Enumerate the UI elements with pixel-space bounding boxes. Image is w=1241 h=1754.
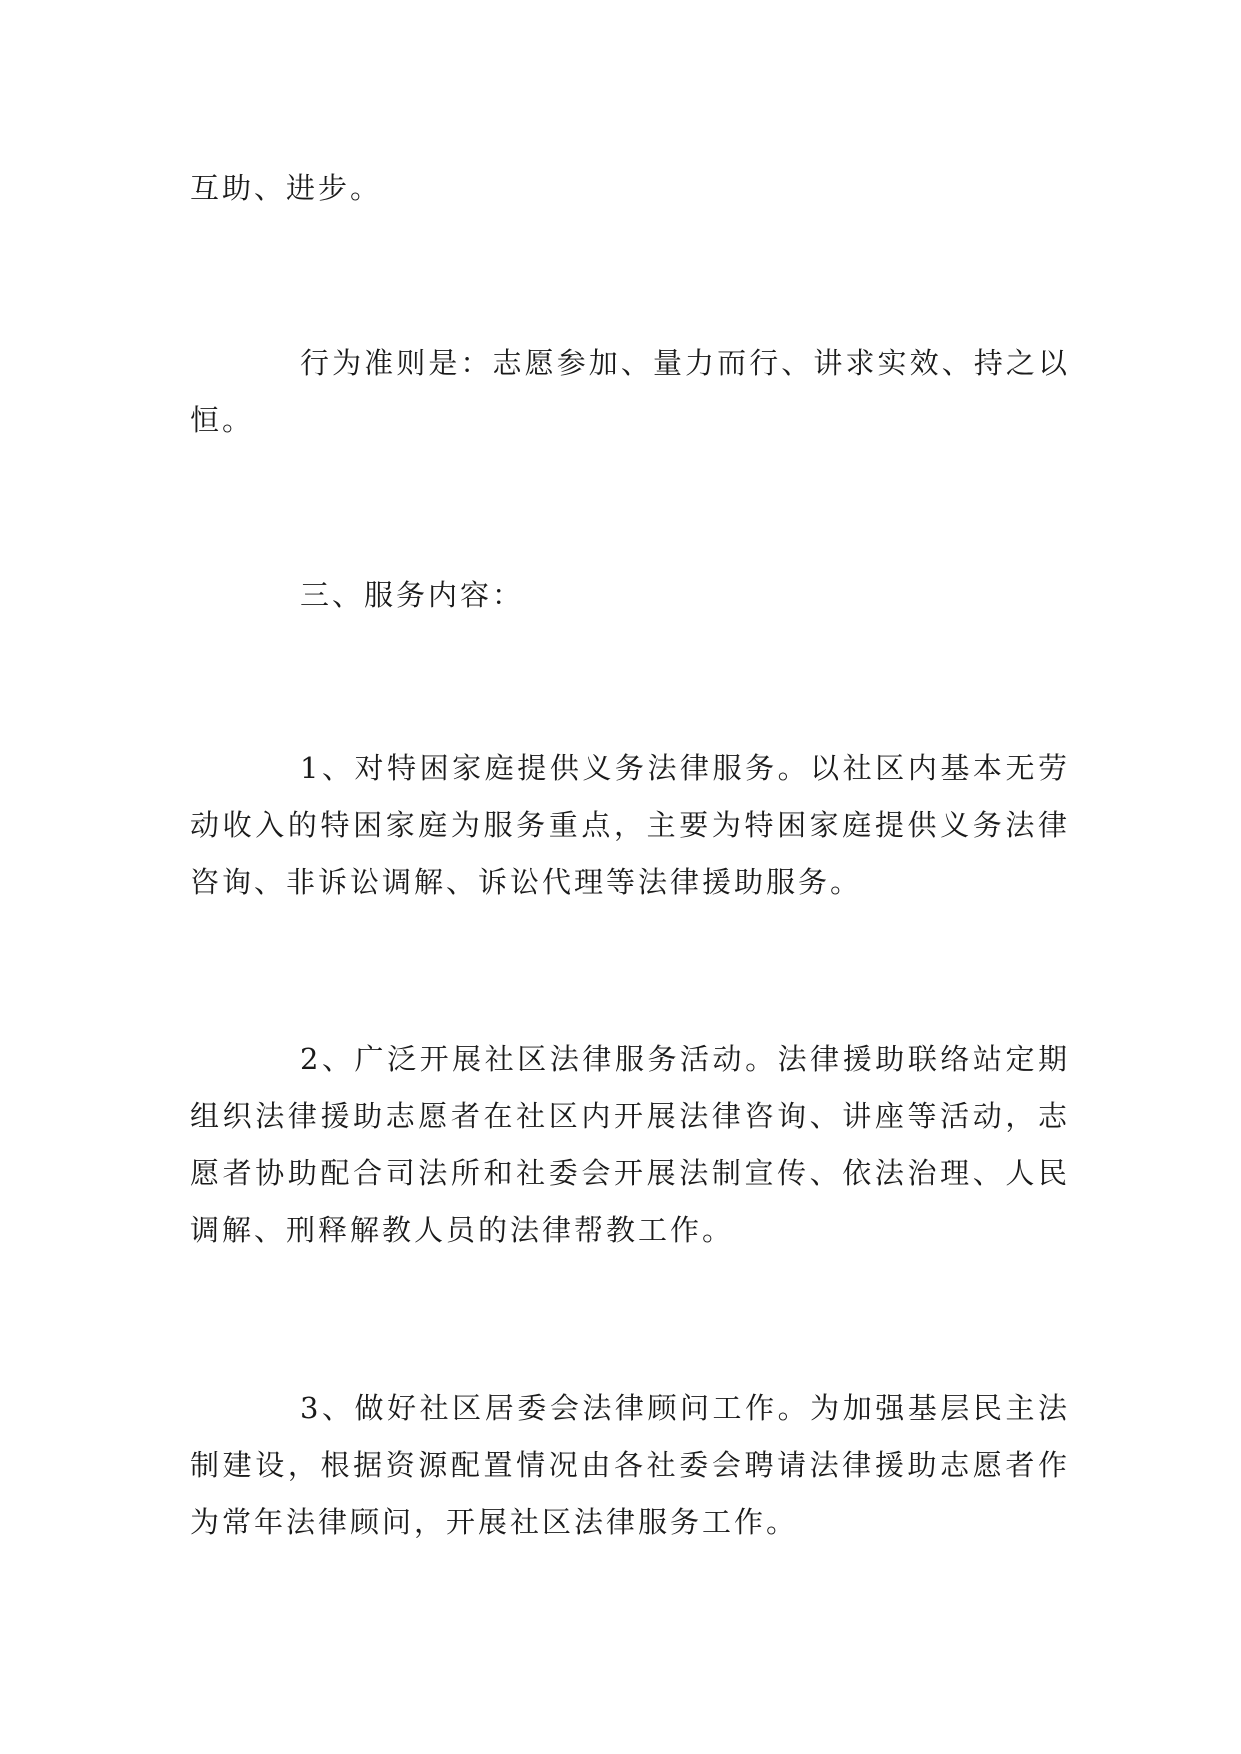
paragraph-item-2: 2、广泛开展社区法律服务活动。法律援助联络站定期组织法律援助志愿者在社区内开展法律咨询、讲座等活动，志愿者协助配合司法所和社委会开展法制宣传、依法治理、人民调解、刑释解教人员的法律帮教工作。 [190, 1042, 1070, 1247]
paragraph-item-1: 1、对特困家庭提供义务法律服务。以社区内基本无劳动收入的特困家庭为服务重点，主要为特困家庭提供义务法律咨询、非诉讼调解、诉讼代理等法律援助服务。 [190, 751, 1070, 899]
paragraph-continuation: 互助、进步。 [190, 171, 383, 205]
section-heading-service-content: 三、服务内容： [300, 578, 525, 612]
paragraph-code-of-conduct: 行为准则是：志愿参加、量力而行、讲求实效、持之以恒。 [190, 346, 1070, 437]
paragraph-item-3: 3、做好社区居委会法律顾问工作。为加强基层民主法制建设，根据资源配置情况由各社委会聘请法律援助志愿者作为常年法律顾问，开展社区法律服务工作。 [190, 1391, 1070, 1539]
